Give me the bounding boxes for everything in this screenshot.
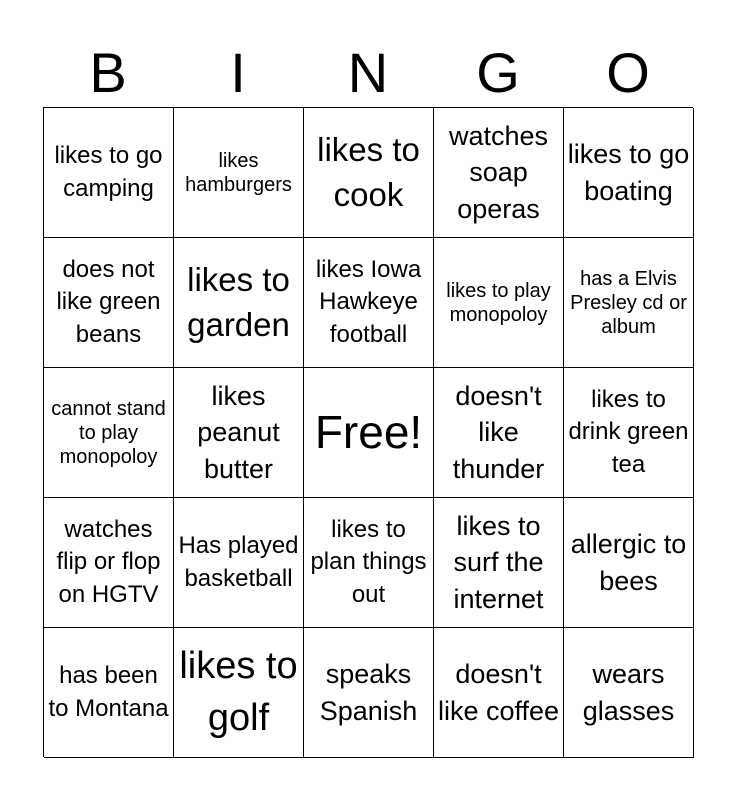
bingo-cell[interactable] (44, 498, 174, 628)
cell-text: has a Elvis Presley cd or album (570, 267, 687, 338)
cell-text: likes to play monopoloy (446, 279, 551, 326)
header-letter-n: N (347, 41, 389, 104)
cell-text: likes to garden (187, 260, 290, 343)
cell-text: cannot stand to play monopoloy (51, 397, 166, 468)
cell-text: watches soap operas (448, 120, 549, 224)
bingo-cell[interactable] (174, 108, 304, 238)
cell-text: likes to go boating (567, 139, 690, 206)
cell-text: likes to golf (179, 645, 298, 739)
cell-text: allergic to bees (570, 529, 687, 596)
bingo-cell[interactable] (44, 628, 174, 758)
bingo-cell[interactable] (434, 368, 564, 498)
bingo-cell[interactable] (174, 498, 304, 628)
cell-text: likes to go camping (54, 142, 163, 202)
bingo-cell[interactable] (564, 628, 694, 758)
bingo-cell[interactable] (564, 108, 694, 238)
bingo-cell[interactable] (434, 238, 564, 368)
bingo-cell[interactable] (304, 108, 434, 238)
cell-text: speaks Spanish (319, 659, 418, 726)
header-letter-o: O (606, 41, 650, 104)
cell-text: has been to Montana (48, 662, 169, 722)
cell-text: likes peanut butter (197, 380, 280, 484)
cell-text: does not like green beans (56, 255, 161, 348)
cell-text: wears glasses (582, 659, 675, 726)
cell-text: likes to plan things out (310, 515, 427, 608)
bingo-cell[interactable] (44, 238, 174, 368)
free-space-cell[interactable] (304, 368, 434, 498)
bingo-cell[interactable] (434, 498, 564, 628)
bingo-cell[interactable] (304, 498, 434, 628)
bingo-cell[interactable] (304, 628, 434, 758)
bingo-cell[interactable] (174, 368, 304, 498)
bingo-cell[interactable] (434, 108, 564, 238)
bingo-cell[interactable] (564, 368, 694, 498)
bingo-grid (43, 107, 693, 757)
bingo-cell[interactable] (304, 238, 434, 368)
cell-text: likes to drink green tea (568, 385, 689, 478)
bingo-cell[interactable] (434, 628, 564, 758)
header-letter-g: G (476, 41, 520, 104)
cell-text: watches flip or flop on HGTV (56, 515, 161, 608)
bingo-cell[interactable] (564, 238, 694, 368)
bingo-cell[interactable] (44, 368, 174, 498)
bingo-cell[interactable] (564, 498, 694, 628)
cell-text: likes Iowa Hawkeye football (315, 255, 422, 348)
cell-text: doesn't like coffee (437, 659, 560, 726)
bingo-cell[interactable] (174, 628, 304, 758)
cell-text: likes to surf the internet (453, 510, 544, 614)
header-letter-b: B (89, 41, 127, 104)
bingo-cell[interactable] (174, 238, 304, 368)
header-letter-i: I (230, 41, 246, 104)
free-space-label: Free! (314, 405, 423, 458)
bingo-header (43, 40, 693, 106)
cell-text: likes to cook (317, 130, 420, 213)
cell-text: doesn't like thunder (452, 380, 545, 484)
cell-text: Has played basketball (178, 532, 299, 592)
cell-text: likes hamburgers (185, 149, 292, 196)
bingo-cell[interactable] (44, 108, 174, 238)
